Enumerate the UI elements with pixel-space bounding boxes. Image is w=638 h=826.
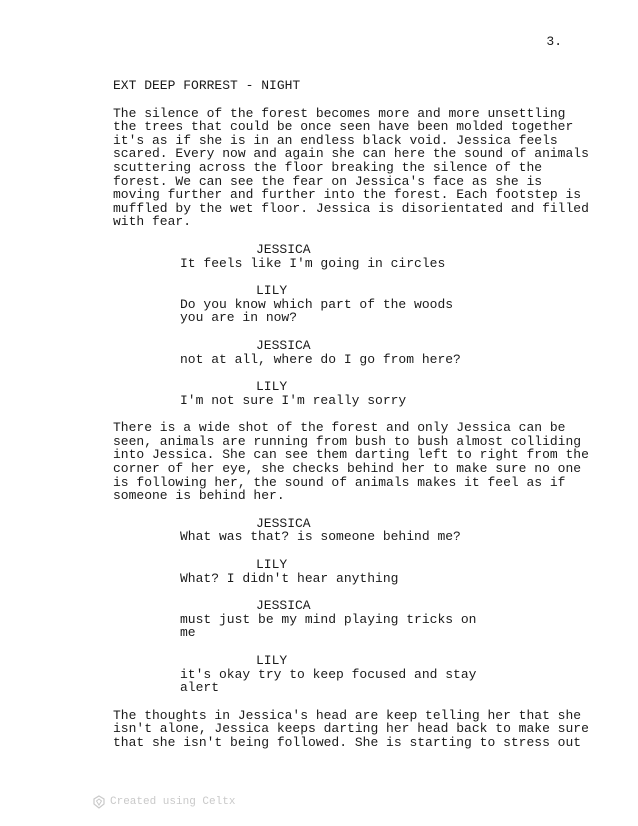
scene-heading: EXT DEEP FORREST - NIGHT xyxy=(113,78,301,93)
dialogue-line: What? I didn't hear anything xyxy=(180,570,399,586)
action-paragraph-2: There is a wide shot of the forest and only Jessica can be seen, animals are running from bush to bush almost colliding into Jessica. She can see them darting left to right from the corner of her eye, she checks behind her to make sure no one is following her, the sound of animals makes it feel as if someone is behind her. xyxy=(113,420,589,504)
action-paragraph-1: The silence of the forest becomes more and more unsettling the trees that could be once seen have been molded together it's as if she is in an endless black void. Jessica feels scared. Every now and again she can here the sound of animals scuttering across the floor breaking the silence of the forest. We can see the fear on Jessica's face as she is moving further and further into the forest. Each footstep is muffled by the wet floor. Jessica is disorientated and filled with fear. xyxy=(113,105,589,230)
dialogue-line: it's okay try to keep focused and stay alert xyxy=(180,666,477,696)
dialogue-block xyxy=(113,599,583,640)
dialogue-section-2 xyxy=(113,517,583,695)
dialogue-block xyxy=(113,558,583,585)
screenplay-body xyxy=(113,78,589,764)
dialogue-line: not at all, where do I go from here? xyxy=(180,351,461,367)
dialogue-block xyxy=(113,243,583,270)
dialogue-block xyxy=(113,380,583,407)
dialogue-line: must just be my mind playing tricks on me xyxy=(180,611,477,641)
character-name: LILY xyxy=(256,653,288,668)
dialogue-block xyxy=(113,654,583,695)
dialogue-block xyxy=(113,517,583,544)
dialogue-line: Do you know which part of the woods you are in now? xyxy=(180,296,454,326)
character-name: JESSICA xyxy=(256,598,311,614)
character-name: LILY xyxy=(256,379,288,395)
footer-watermark xyxy=(93,795,235,809)
dialogue-section-1 xyxy=(113,243,583,407)
character-name: JESSICA xyxy=(256,337,311,353)
page-number: 3. xyxy=(546,34,562,49)
character-name: JESSICA xyxy=(256,241,311,257)
character-name: LILY xyxy=(256,557,288,573)
character-name: JESSICA xyxy=(256,515,311,531)
dialogue-block xyxy=(113,339,583,366)
footer-text: Created using Celtx xyxy=(110,796,236,808)
dialogue-block xyxy=(113,284,583,325)
dialogue-line: I'm not sure I'm really sorry xyxy=(180,392,407,408)
action-paragraph-3: The thoughts in Jessica's head are keep telling her that she isn't alone, Jessica keeps darting her head back to make sure that she isn't being followed. She is starting to stress out xyxy=(113,707,589,750)
dialogue-line: What was that? is someone behind me? xyxy=(180,529,461,545)
character-name: LILY xyxy=(256,283,288,299)
celtx-logo-icon xyxy=(93,795,105,809)
dialogue-line: It feels like I'm going in circles xyxy=(180,255,446,271)
